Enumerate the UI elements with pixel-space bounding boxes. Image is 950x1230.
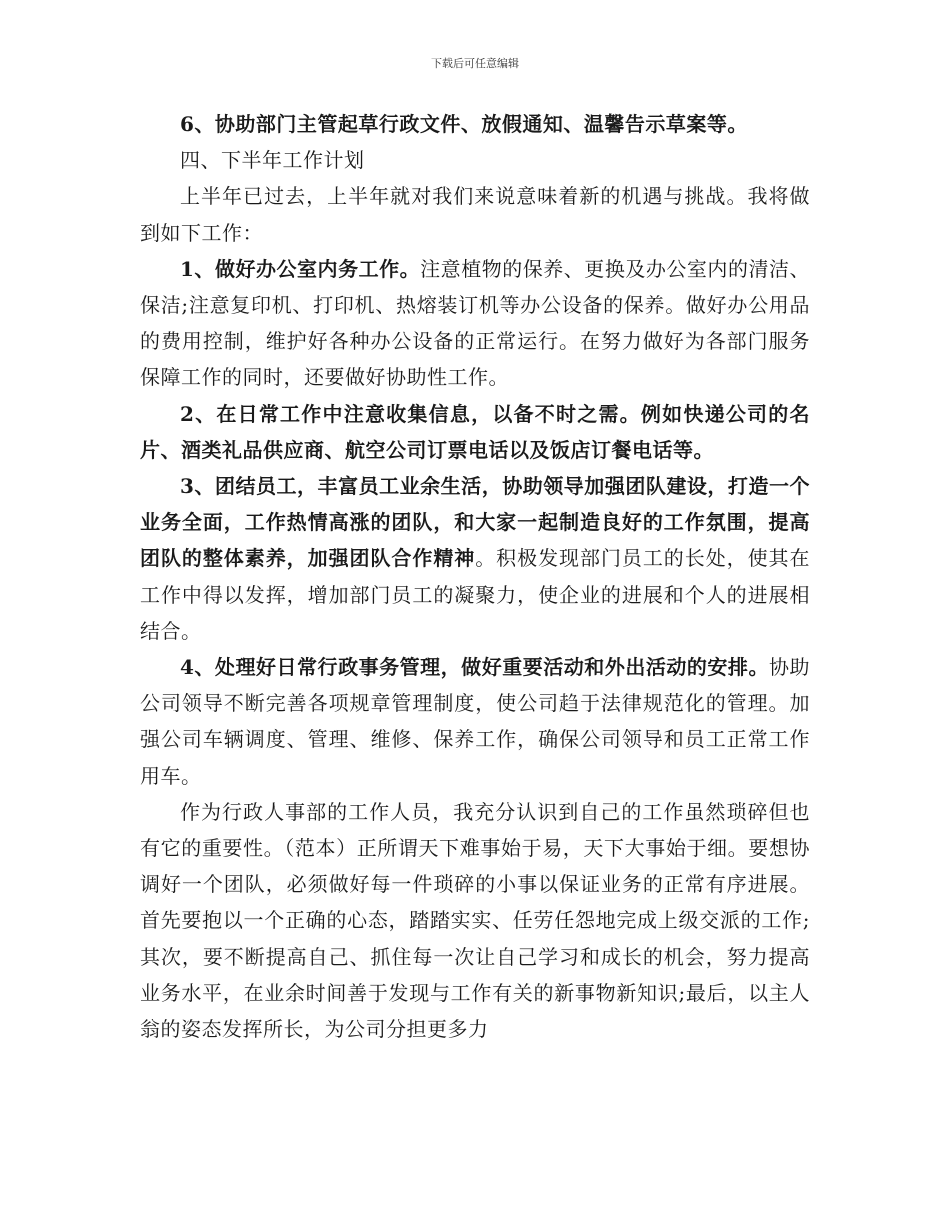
paragraph-item-6 (140, 106, 810, 142)
paragraph-conclusion (140, 794, 810, 1047)
paragraph-plan-4 (140, 649, 810, 794)
paragraph-text: 上半年已过去，上半年就对我们来说意味着新的机遇与挑战。我将做到如下工作： (140, 184, 810, 245)
paragraph-plan-2 (140, 396, 810, 468)
paragraph-bold-text: 4、处理好日常行政事务管理，做好重要活动和外出活动的安排。 (180, 655, 769, 680)
paragraph-text: 作为行政人事部的工作人员，我充分认识到自己的工作虽然琐碎但也有它的重要性。（范本）正所谓天下难事始于易，天下大事始于细。要想协调好一个团队，必须做好每一件琐碎的小事以保证业务的正常有序进展。首先要抱以一个正确的心态，踏踏实实、任劳任怨地完成上级交派的工作;其次，要不断提高自己、抓住每一次让自己学习和成长的机会，努力提高业务水平，在业余时间善于发现与工作有关的新事物新知识;最后，以主人翁的姿态发挥所长，为公司分担更多力 (140, 799, 810, 1042)
paragraph-text: 。积极发现部门员工的长处，使其在工作中得以发挥，增加部门员工的凝聚力，使企业的进展和个人的进展相结合。 (140, 546, 811, 643)
paragraph-bold-text: 1、做好办公室内务工作。 (180, 256, 421, 281)
paragraph-bold-text: 2、在日常工作中注意收集信息，以备不时之需。例如快递公司的名片、酒类礼品供应商、航空公司订票电话以及饭店订餐电话等。 (140, 401, 810, 462)
section-heading-text: 四、下半年工作计划 (180, 148, 365, 173)
document-body (140, 106, 810, 1047)
paragraph-intro (140, 178, 810, 250)
paragraph-text: 注意植物的保养、更换及办公室内的清洁、保洁;注意复印机、打印机、热熔装订机等办公设备的保养。做好办公用品的费用控制，维护好各种办公设备的正常运行。在努力做好为各部门服务保障工作的同时，还要做好协助性工作。 (140, 256, 811, 390)
page-header: 下载后可任意编辑 (431, 57, 519, 70)
paragraph-bold-text: 6、协助部门主管起草行政文件、放假通知、温馨告示草案等。 (180, 112, 748, 136)
paragraph-plan-1 (140, 251, 810, 396)
paragraph-text: 协助公司领导不断完善各项规章管理制度，使公司趋于法律规范化的管理。加强公司车辆调度、管理、维修、保养工作，确保公司领导和员工正常工作用车。 (140, 655, 811, 788)
section-heading-plan (140, 142, 810, 178)
paragraph-plan-3 (140, 468, 810, 649)
paragraph-bold-text: 3、团结员工，丰富员工业余生活，协助领导加强团队建设，打造一个业务全面，工作热情高涨的团队，和大家一起制造良好的工作氛围，提高团队的整体素养，加强团队合作精神 (140, 474, 810, 571)
